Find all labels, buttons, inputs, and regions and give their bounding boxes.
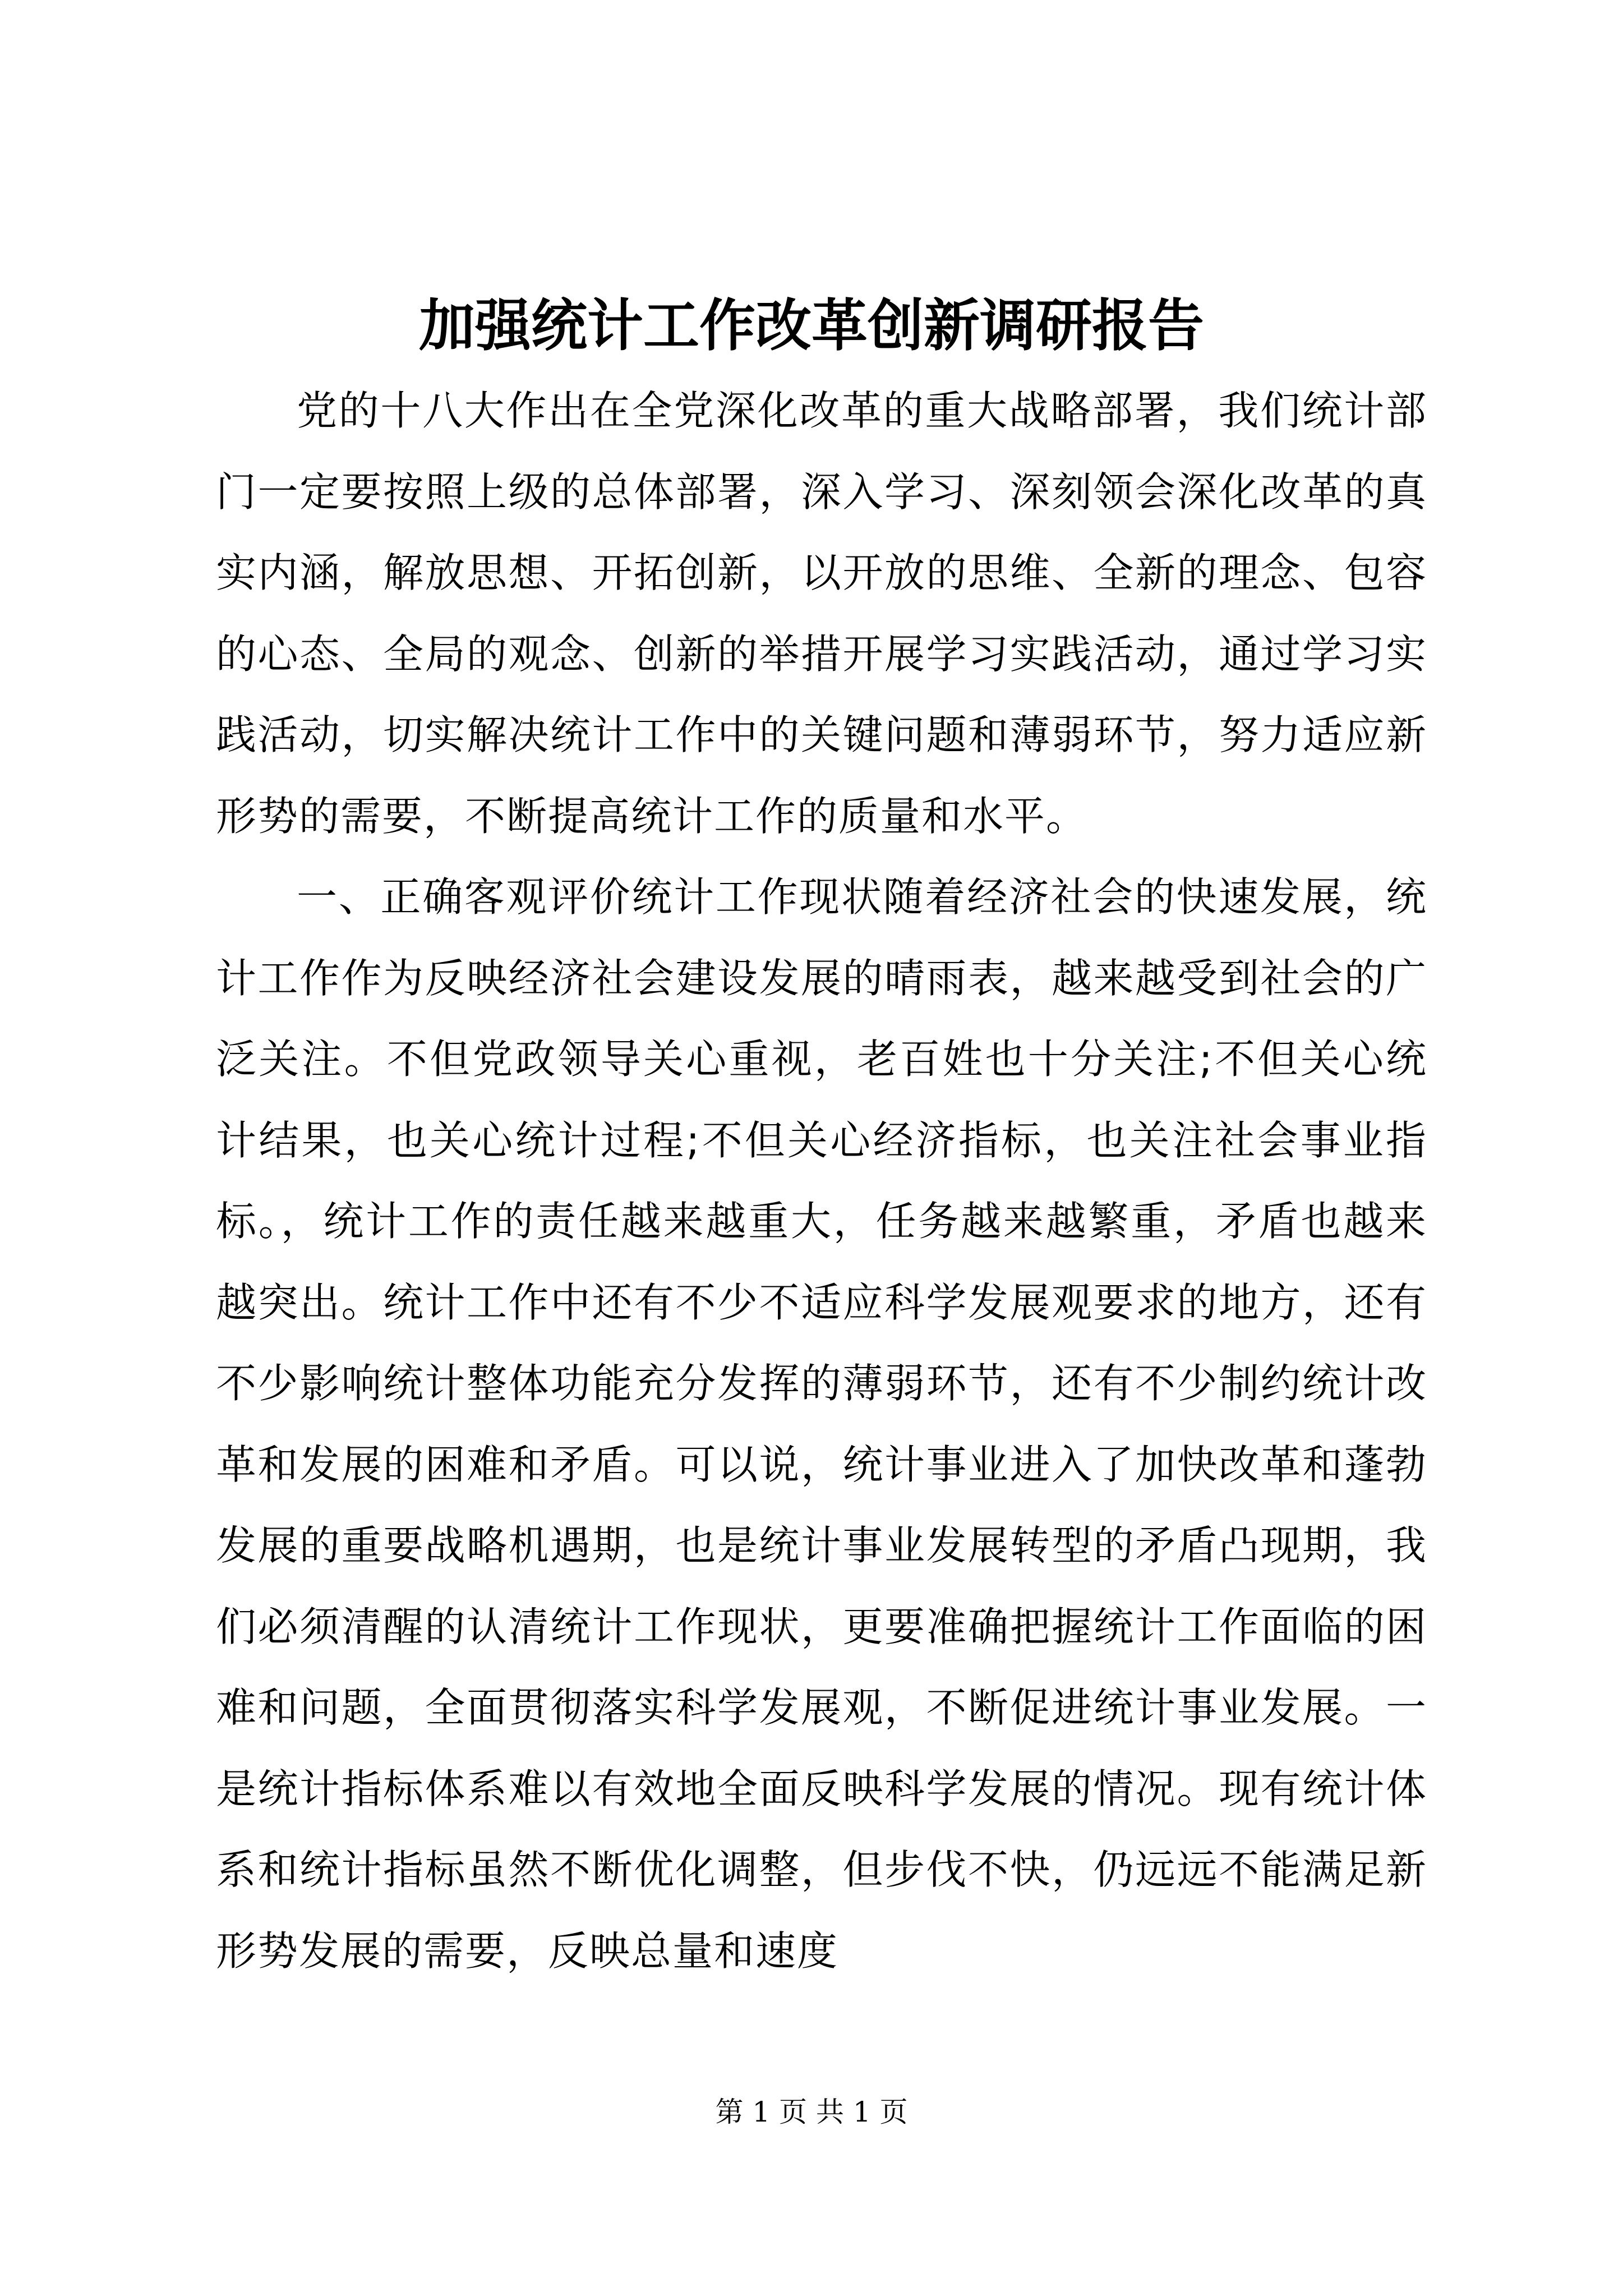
page-footer: 第 1 页 共 1 页 bbox=[715, 2096, 908, 2128]
paragraph-section-one: 一、正确客观评价统计工作现状随着经济社会的快速发展，统计工作作为反映经济社会建设发展的晴雨表，越来越受到社会的广泛关注。不但党政领导关心重视，老百姓也十分关注;不但关心统计结果，也关心统计过程;不但关心经济指标，也关注社会事业指标。，统计工作的责任越来越重大，任务越来越繁重，矛盾也越来越突出。统计工作中还有不少不适应科学发展观要求的地方，还有不少影响统计整体功能充分发挥的薄弱环节，还有不少制约统计改革和发展的困难和矛盾。可以说，统计事业进入了加快改革和蓬勃发展的重要战略机遇期，也是统计事业发展转型的矛盾凸现期，我们必须清醒的认清统计工作现状，更要准确把握统计工作面临的困难和问题，全面贯彻落实科学发展观，不断促进统计事业发展。一是统计指标体系难以有效地全面反映科学发展的情况。现有统计体系和统计指标虽然不断优化调整，但步伐不快，仍远远不能满足新形势发展的需要，反映总量和速度 bbox=[216, 873, 1427, 1975]
paragraph-intro: 党的十八大作出在全党深化改革的重大战略部署，我们统计部门一定要按照上级的总体部署，深入学习、深刻领会深化改革的真实内涵，解放思想、开拓创新，以开放的思维、全新的理念、包容的心态、全局的观念、创新的举措开展学习实践活动，通过学习实践活动，切实解决统计工作中的关键问题和薄弱环节，努力适应新形势的需要，不断提高统计工作的质量和水平。 bbox=[216, 387, 1427, 840]
document-body bbox=[216, 370, 1427, 1991]
document-title: 加强统计工作改革创新调研报告 bbox=[419, 292, 1204, 358]
